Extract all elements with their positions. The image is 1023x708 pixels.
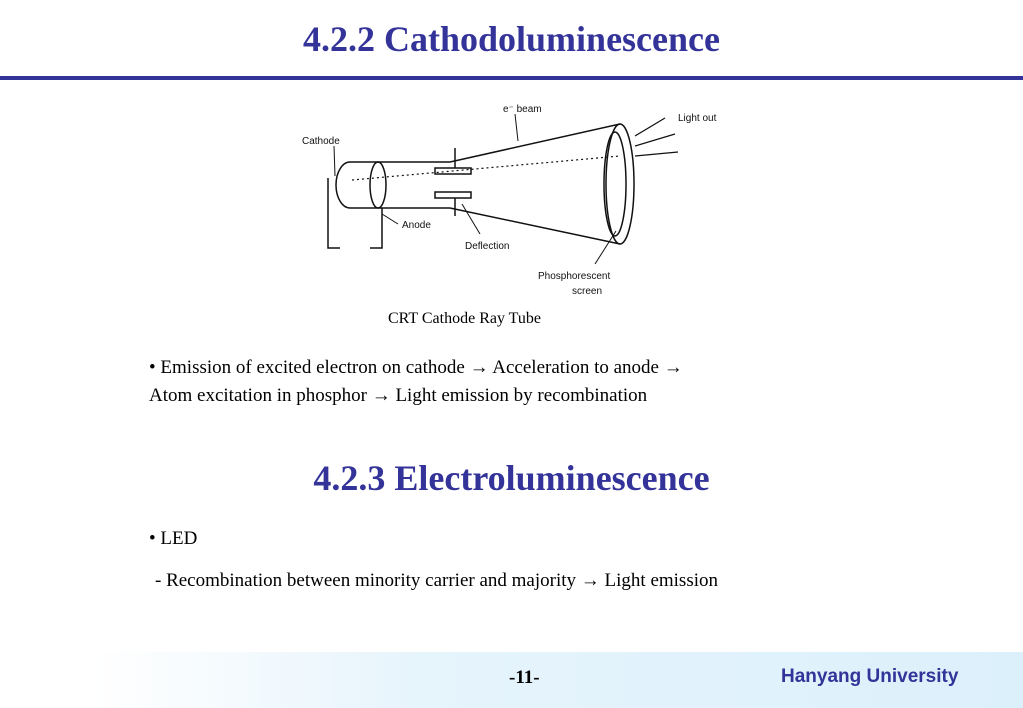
diagram-caption: CRT Cathode Ray Tube xyxy=(388,310,541,327)
page-number: -11- xyxy=(509,667,540,688)
bullet-led: • LED xyxy=(149,528,198,549)
label-e-beam: e⁻ beam xyxy=(503,104,542,115)
label-cathode: Cathode xyxy=(302,136,340,147)
led-detail: - Recombination between minority carrier and majority → Light emission xyxy=(155,570,718,591)
label-deflection: Deflection xyxy=(465,241,510,252)
title-divider xyxy=(0,76,1023,80)
label-anode: Anode xyxy=(402,220,431,231)
label-light-out: Light out xyxy=(678,113,717,124)
section-title-electroluminescence: 4.2.3 Electroluminescence xyxy=(313,458,710,498)
label-screen: screen xyxy=(572,286,603,297)
crt-diagram xyxy=(290,96,760,301)
description-line-2: Atom excitation in phosphor → Light emission by recombination xyxy=(149,385,648,406)
university-name: Hanyang University xyxy=(781,666,959,687)
description-line-1: • Emission of excited electron on cathode → Acceleration to anode → xyxy=(149,357,683,378)
description-paragraph xyxy=(149,354,869,410)
section-title-cathodoluminescence: 4.2.2 Cathodoluminescence xyxy=(303,19,720,59)
label-phosphorescent: Phosphorescent xyxy=(538,271,611,282)
